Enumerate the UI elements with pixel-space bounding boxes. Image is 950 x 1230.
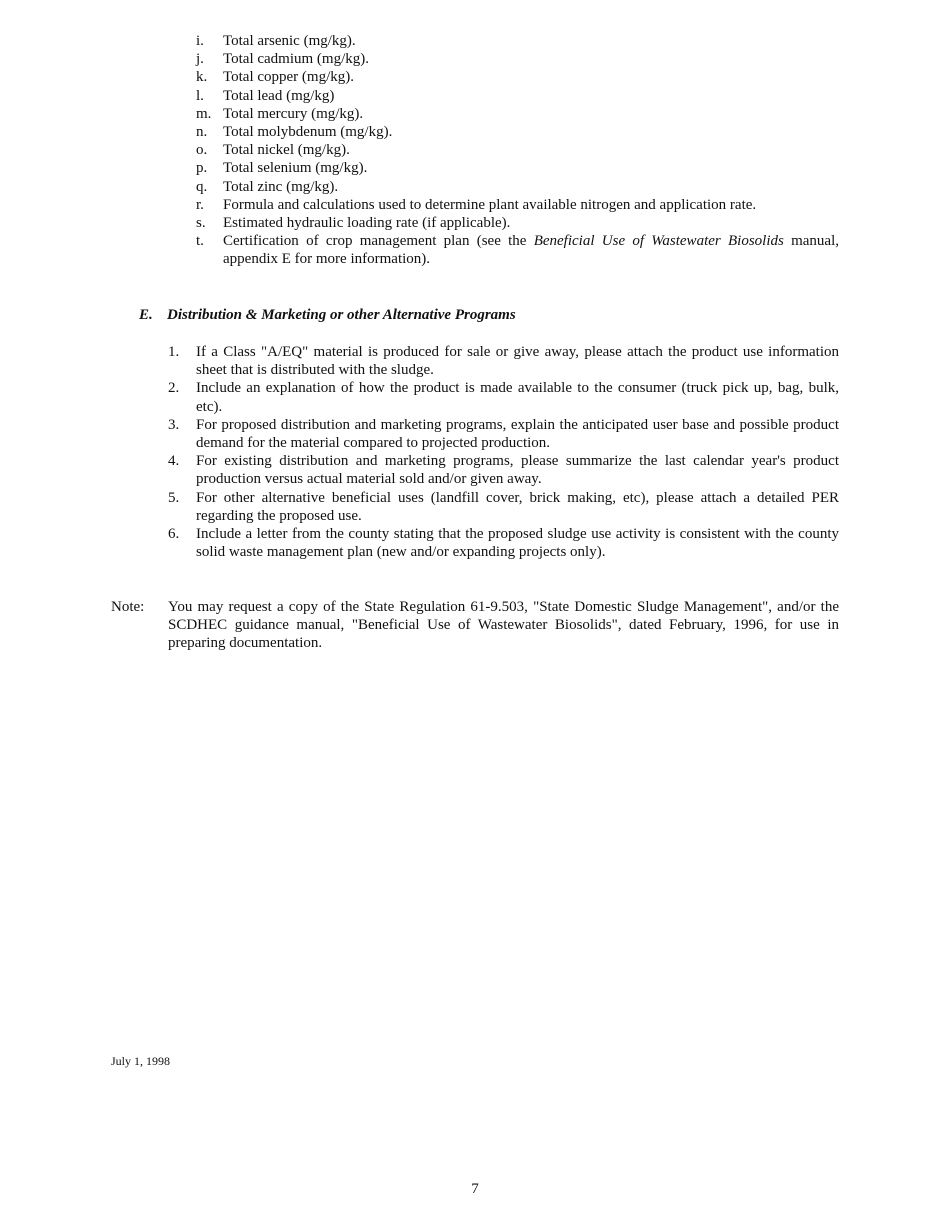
list-marker: 1. <box>168 344 180 360</box>
list-marker: n. <box>196 124 208 141</box>
list-item <box>196 196 839 214</box>
numbered-list <box>168 343 839 561</box>
list-item-text-end: manual, appendix E for more information). <box>223 233 840 268</box>
list-item-text: Formula and calculations used to determine plant available nitrogen and application rate. <box>223 196 757 213</box>
list-marker: p. <box>196 160 208 177</box>
list-item-text-start: Certification of crop management plan (see the <box>223 233 534 250</box>
list-marker: s. <box>196 215 206 232</box>
list-item <box>168 489 839 525</box>
section-title: Distribution & Marketing or other Alternative Programs <box>167 307 516 323</box>
list-item-text: Total selenium (mg/kg). <box>223 160 368 177</box>
list-marker: o. <box>196 142 208 159</box>
list-item <box>196 178 839 196</box>
list-item-text: For proposed distribution and marketing programs, explain the anticipated user base and possible product demand for the material compared to projected production. <box>196 416 839 452</box>
list-item-text: Total copper (mg/kg). <box>223 69 354 86</box>
list-item <box>168 525 839 561</box>
note <box>111 598 839 653</box>
list-marker: k. <box>196 69 208 86</box>
list-item-text: Total cadmium (mg/kg). <box>223 51 370 68</box>
list-item <box>196 50 839 68</box>
list-item-text: Total mercury (mg/kg). <box>223 105 364 122</box>
page-number: 7 <box>471 1181 479 1197</box>
note-label: Note: <box>111 599 145 615</box>
list-marker: l. <box>196 87 204 104</box>
list-item-text: If a Class "A/EQ" material is produced for sale or give away, please attach the product use information sheet that is distributed with the sludge. <box>196 344 839 379</box>
list-marker: i. <box>196 33 204 49</box>
list-marker: q. <box>196 178 208 195</box>
list-marker: 2. <box>168 380 180 397</box>
list-marker: m. <box>196 105 212 122</box>
footer-date: July 1, 1998 <box>111 1054 171 1068</box>
list-item <box>196 214 839 232</box>
list-marker: 6. <box>168 526 180 543</box>
list-item-text <box>223 232 839 268</box>
list-item <box>168 343 839 379</box>
list-item-text: Include a letter from the county stating that the proposed sludge use activity is consistent with the county solid waste management plan (new and/or expanding projects only). <box>196 526 839 561</box>
list-item <box>196 87 839 105</box>
list-item <box>196 32 839 50</box>
list-marker: 4. <box>168 453 180 470</box>
list-item-text: For other alternative beneficial uses (landfill cover, brick making, etc), please attach a detailed PER regarding the proposed use. <box>196 489 839 524</box>
list-item-text: Total zinc (mg/kg). <box>223 178 339 195</box>
list-item <box>196 232 839 268</box>
list-item-text: Total arsenic (mg/kg). <box>223 33 356 49</box>
list-item-text: Total molybdenum (mg/kg). <box>223 124 393 141</box>
list-marker: r. <box>196 196 204 213</box>
list-item <box>196 159 839 177</box>
list-item <box>196 105 839 123</box>
list-item-text: Total nickel (mg/kg). <box>223 142 350 159</box>
list-marker: 3. <box>168 416 180 433</box>
list-item-text: Include an explanation of how the product is made available to the consumer (truck pick up, bag, bulk, etc). <box>196 380 839 415</box>
section-heading <box>139 306 516 324</box>
list-marker: j. <box>196 51 204 68</box>
list-item <box>196 68 839 86</box>
section-letter: E. <box>139 307 153 323</box>
list-item-text: For existing distribution and marketing programs, please summarize the last calendar year's product production versus actual material sold and/or given away. <box>196 453 839 488</box>
parameter-list <box>196 32 839 269</box>
list-item <box>168 416 839 452</box>
list-item-text: Estimated hydraulic loading rate (if applicable). <box>223 215 511 232</box>
list-marker: t. <box>196 233 204 250</box>
list-marker: 5. <box>168 489 180 506</box>
note-text: You may request a copy of the State Regulation 61-9.503, "State Domestic Sludge Management", and/or the SCDHEC guidance manual, "Beneficial Use of Wastewater Biosolids", dated February, 1996, for use in preparing documentation. <box>168 599 839 652</box>
list-item <box>168 452 839 488</box>
list-item <box>196 141 839 159</box>
list-item <box>168 379 839 415</box>
list-item <box>196 123 839 141</box>
list-item-text: Total lead (mg/kg) <box>223 87 335 104</box>
manual-title: Beneficial Use of Wastewater Biosolids <box>533 233 784 250</box>
